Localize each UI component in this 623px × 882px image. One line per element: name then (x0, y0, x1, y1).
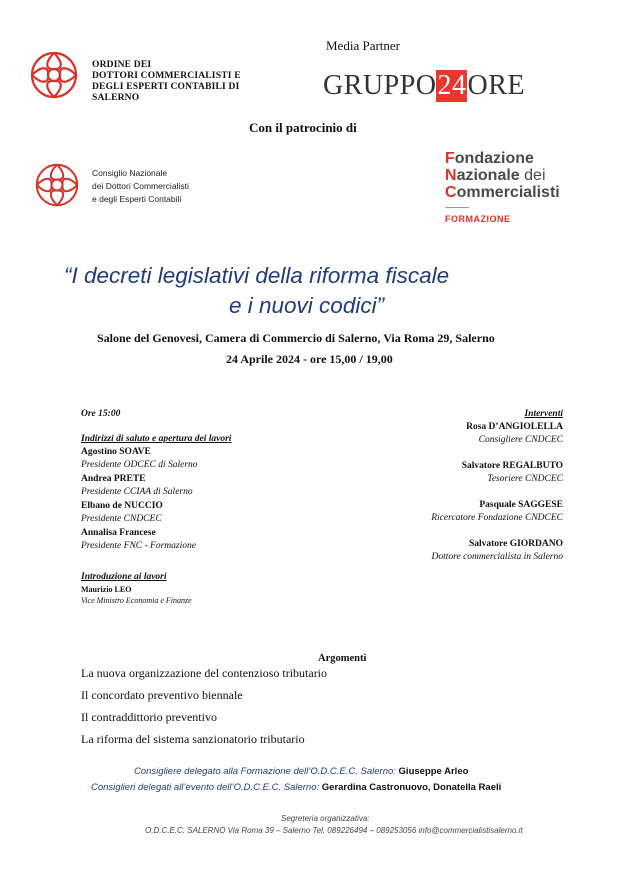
fnc-divider (445, 207, 469, 208)
speaker-role-1: Tesoriere CNDCEC (487, 474, 563, 484)
segreteria-label: Segreteria organizzativa: (281, 814, 370, 823)
delegato-line: Consigliere delegato alla Formazione dell’O.D.C.E.C. Salerno: Giuseppe Arleo (134, 766, 469, 777)
argomento-item: Il concordato preventivo biennale (81, 688, 243, 702)
speaker-name-0: Rosa D’ANGIOLELLA (466, 422, 563, 432)
program-left (81, 408, 341, 606)
odcec-name: ORDINE DEI DOTTORI COMMERCIALISTI E DEGLI ESPERTI CONTABILI DI SALERNO (92, 60, 241, 103)
saluti-name-0: Agostino SOAVE (81, 447, 151, 457)
start-time: Ore 15:00 (81, 409, 121, 419)
saluti-heading: Indirizzi di saluto e apertura dei lavori (81, 434, 232, 444)
saluti-role-2: Presidente CNDCEC (81, 514, 162, 524)
speaker-name-1: Salvatore REGALBUTO (461, 461, 563, 471)
saluti-name-1: Andrea PRETE (81, 474, 146, 484)
event-date: 24 Aprile 2024 - ore 15,00 / 19,00 (226, 352, 393, 366)
interventi-heading: Interventi (524, 409, 563, 419)
saluti-role-3: Presidente FNC - Formazione (81, 541, 196, 551)
program-right (340, 408, 563, 564)
event-title-line2: e i nuovi codici” (229, 293, 385, 318)
intro-name: Maurizio LEO (81, 585, 132, 594)
saluti-name-3: Annalisa Francese (81, 528, 156, 538)
fnc-logo: Fondazione Nazionale dei Commercialisti (445, 150, 560, 201)
patrocinio-label: Con il patrocinio di (249, 120, 357, 135)
speaker-role-0: Consigliere CNDCEC (478, 435, 563, 445)
argomento-item: La nuova organizzazione del contenzioso tributario (81, 666, 328, 680)
event-venue: Salone del Genovesi, Camera di Commercio di Salerno, Via Roma 29, Salerno (97, 331, 495, 345)
event-title-line1: “I decreti legislativi della riforma fiscale (64, 263, 450, 288)
saluti-role-1: Presidente CCIAA di Salerno (81, 487, 193, 497)
cndcec-name: Consiglio Nazionale dei Dottori Commercialisti e degli Esperti Contabili (92, 168, 189, 204)
speaker-name-3: Salvatore GIORDANO (468, 539, 563, 549)
argomento-item: Il contraddittorio preventivo (81, 710, 217, 724)
argomenti-heading: Argomenti (318, 653, 367, 664)
odcec-logo (29, 50, 79, 100)
speaker-name-2: Pasquale SAGGESE (479, 500, 563, 510)
saluti-role-0: Presidente ODCEC di Salerno (81, 460, 198, 470)
fnc-formazione: FORMAZIONE (445, 214, 511, 224)
delegati-line: Consiglieri delegati all’evento dell’O.D.C.E.C. Salerno: Gerardina Castronuovo, Donatella Raeli (91, 782, 502, 793)
intro-heading: Introduzione ai lavori (81, 572, 167, 582)
cndcec-logo (34, 162, 80, 208)
intro-role: Vice Ministro Economia e Finanze (81, 596, 192, 605)
speaker-role-3: Dottore commercialista in Salerno (431, 552, 563, 562)
segreteria-contacts: O.D.C.E.C. SALERNO Via Roma 39 – Salerno Tel. 089226494 – 089253056 info@commercialistisalerno.it (145, 826, 523, 835)
gruppo24ore-logo: GRUPPO24ORE (323, 70, 525, 101)
argomenti-list (81, 662, 327, 750)
argomento-item: La riforma del sistema sanzionatorio tributario (81, 732, 305, 746)
saluti-name-2: Elbano de NUCCIO (81, 501, 163, 511)
media-partner-label: Media Partner (326, 38, 401, 53)
speaker-role-2: Ricercatore Fondazione CNDCEC (431, 513, 563, 523)
